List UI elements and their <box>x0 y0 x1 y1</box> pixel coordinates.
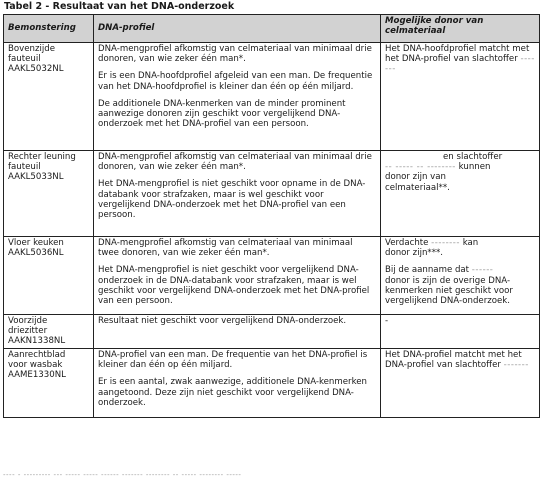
sample-location: driezitter <box>8 326 48 337</box>
sample-code: AAKN1338NL <box>8 336 66 347</box>
sample-location: voor wasbak <box>8 360 63 371</box>
donor-text: donor zijn***. <box>385 248 444 259</box>
sample-location: fauteuil <box>8 54 41 65</box>
donor-cell <box>381 151 540 237</box>
table-row <box>4 315 540 349</box>
profile-cell <box>94 237 381 315</box>
profile-paragraph: DNA-profiel van een man. De frequentie van het DNA-profiel is kleiner dan één op één miljard. <box>98 350 368 371</box>
donor-cell <box>381 315 540 349</box>
profile-paragraph: Er is een aantal, zwak aanwezige, additionele DNA-kenmerken aangetoond. Deze zijn niet geschikt voor vergelijkend DNA-onderzoek. <box>98 377 367 408</box>
donor-text: celmateriaal**. <box>385 182 450 193</box>
sample-location: fauteuil <box>8 162 41 173</box>
donor-text: Het DNA-hoofdprofiel matcht met het DNA-profiel van slachtoffer ------- <box>385 44 535 75</box>
profile-cell <box>94 43 381 151</box>
profile-paragraph: DNA-mengprofiel afkomstig van celmateriaal van minimaal drie donoren, van wie zeker één man*. <box>98 152 372 173</box>
table-title: Tabel 2 - Resultaat van het DNA-onderzoek <box>4 1 235 12</box>
sample-code: AAKL5032NL <box>8 64 64 75</box>
profile-cell <box>94 151 381 237</box>
profile-cell <box>94 315 381 349</box>
column-header-donor: Mogelijke donor van celmateriaal <box>381 15 540 43</box>
profile-cell <box>94 349 381 418</box>
donor-cell <box>381 43 540 151</box>
donor-text: - <box>385 316 389 326</box>
sample-location: Vloer keuken <box>8 238 64 248</box>
donor-cell <box>381 349 540 418</box>
profile-paragraph: Er is een DNA-hoofdprofiel afgeleid van een man. De frequentie van het DNA-hoofdprofiel is kleiner dan één op één miljard. <box>98 71 373 92</box>
sample-code: AAME1330NL <box>8 370 66 381</box>
sample-cell <box>4 349 94 418</box>
cropped-footnote-strip: ---- - --------- --- ----- ----- ------ ------- -------- -- ----- -------- ----- <box>3 472 242 479</box>
sample-code: AAKL5036NL <box>8 248 64 259</box>
sample-cell <box>4 315 94 349</box>
profile-paragraph: Het DNA-mengprofiel is niet geschikt voor opname in de DNA-databank voor strafzaken, maar is wel geschikt voor vergelijkend DNA-onderzoek met het DNA-profiel van een persoon. <box>98 179 366 221</box>
sample-code: AAKL5033NL <box>8 172 64 183</box>
sample-location: Voorzijde <box>8 316 48 326</box>
donor-text: Bij de aanname dat ------ <box>385 265 494 276</box>
donor-text: Verdachte -------- kan <box>385 238 479 248</box>
column-header-profile: DNA-profiel <box>94 15 381 43</box>
sample-cell <box>4 151 94 237</box>
header-row <box>4 15 540 43</box>
profile-paragraph: Het DNA-mengprofiel is niet geschikt voor vergelijkend DNA-onderzoek in de DNA-databank voor strafzaken, maar is wel geschikt voor vergelijkend DNA-onderzoek met het DNA-profiel van een persoon. <box>98 265 370 307</box>
profile-paragraph: Resultaat niet geschikt voor vergelijkend DNA-onderzoek. <box>98 316 347 326</box>
donor-text: -- ----- -- -------- kunnen <box>385 162 491 173</box>
donor-text: donor zijn van <box>385 172 446 183</box>
sample-cell <box>4 237 94 315</box>
profile-paragraph: De additionele DNA-kenmerken van de minder prominent aanwezige donoren zijn geschikt voor vergelijkend DNA-onderzoek met het DNA-profiel van een persoon. <box>98 98 346 130</box>
results-table <box>3 14 540 418</box>
table-row <box>4 237 540 315</box>
sample-location: Bovenzijde <box>8 44 56 54</box>
donor-cell <box>381 237 540 315</box>
table-row <box>4 43 540 151</box>
donor-text: en slachtoffer <box>443 152 503 162</box>
sample-location: Aanrechtblad <box>8 350 66 360</box>
sample-cell <box>4 43 94 151</box>
redacted-name: ------ <box>471 265 494 276</box>
column-header-sampling: Bemonstering <box>4 15 94 43</box>
profile-paragraph: DNA-mengprofiel afkomstig van celmateriaal van minimaal drie donoren, van wie zeker één man*. <box>98 44 372 65</box>
redacted-name: ------- <box>385 54 535 75</box>
table-row <box>4 151 540 237</box>
profile-paragraph: DNA-mengprofiel afkomstig van celmateriaal van minimaal twee donoren, van wie zeker één man*. <box>98 238 353 259</box>
redacted-name: -------- <box>431 238 460 248</box>
donor-text: Het DNA-profiel matcht met het DNA-profiel van slachtoffer ------- <box>385 350 529 371</box>
redacted-name: ------- <box>503 360 529 371</box>
sample-location: Rechter leuning <box>8 152 76 162</box>
table-row <box>4 349 540 418</box>
redacted-name: -- ----- -- -------- <box>385 162 456 173</box>
donor-text: donor is zijn de overige DNA-kenmerken niet geschikt voor vergelijkend DNA-onderzoek. <box>385 275 513 307</box>
